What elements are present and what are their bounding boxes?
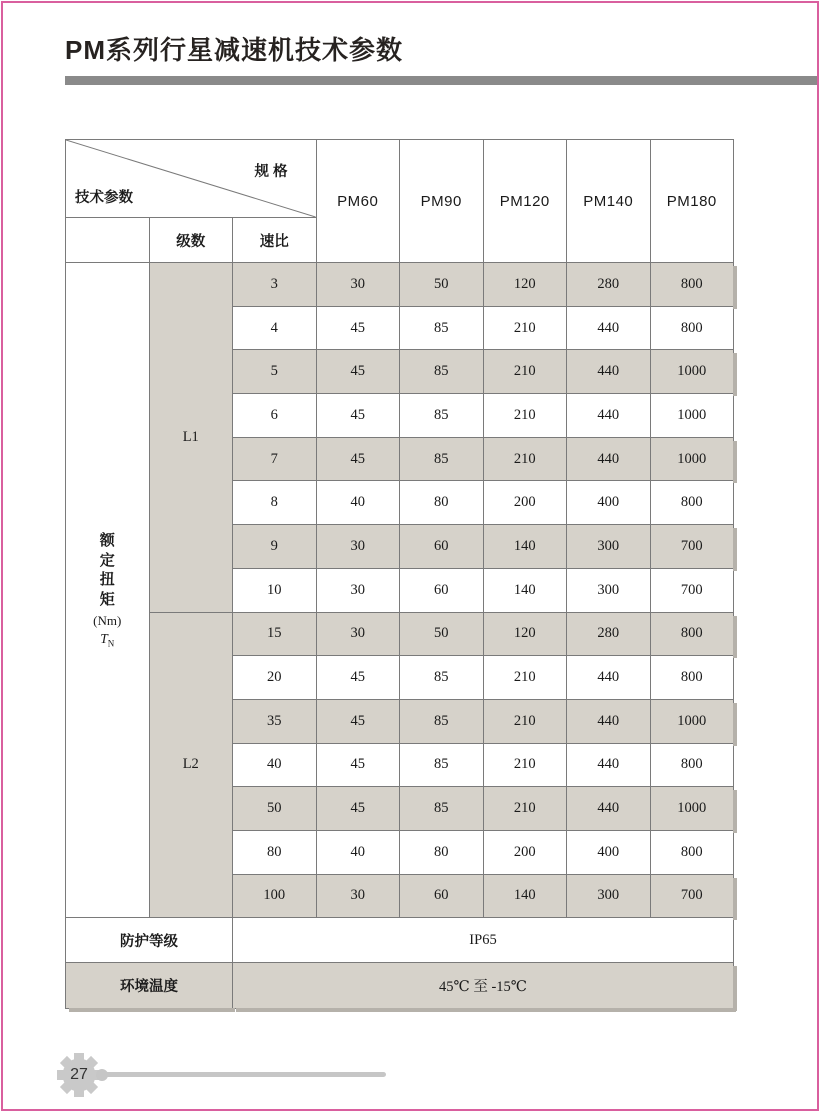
value-cell: 85: [400, 787, 484, 831]
torque-unit: (Nm): [93, 613, 122, 629]
value-cell: 210: [483, 787, 567, 831]
value-cell: 45: [316, 437, 400, 481]
value-cell: 45: [316, 394, 400, 438]
spec-table: [65, 139, 734, 1009]
column-header-pm180: PM180: [650, 140, 734, 263]
temperature-value: 45℃ 至 -15℃: [233, 963, 734, 1009]
value-cell: 300: [567, 568, 651, 612]
value-cell: 1000: [650, 350, 734, 394]
value-cell: 30: [316, 568, 400, 612]
value-cell: 440: [567, 743, 651, 787]
ratio-cell: 7: [233, 437, 317, 481]
value-cell: 60: [400, 874, 484, 918]
value-cell: 45: [316, 350, 400, 394]
torque-symbol: $T_N$: [100, 631, 115, 649]
value-cell: 800: [650, 263, 734, 307]
stage-cell-l2: L2: [149, 612, 233, 918]
table-row: [66, 263, 734, 307]
ratio-cell: 20: [233, 656, 317, 700]
value-cell: 85: [400, 699, 484, 743]
ratio-cell: 5: [233, 350, 317, 394]
value-cell: 60: [400, 568, 484, 612]
ratio-cell: 15: [233, 612, 317, 656]
value-cell: 30: [316, 612, 400, 656]
page-title: PM系列行星减速机技术参数: [65, 35, 404, 65]
value-cell: 60: [400, 525, 484, 569]
protection-row: [66, 918, 734, 963]
value-cell: 30: [316, 263, 400, 307]
value-cell: 140: [483, 568, 567, 612]
ratio-cell: 35: [233, 699, 317, 743]
value-cell: 700: [650, 525, 734, 569]
ratio-cell: 40: [233, 743, 317, 787]
value-cell: 120: [483, 612, 567, 656]
value-cell: 800: [650, 830, 734, 874]
value-cell: 80: [400, 481, 484, 525]
value-cell: 200: [483, 481, 567, 525]
torque-axis-label: [66, 263, 150, 918]
empty-cell: [66, 218, 150, 263]
value-cell: 210: [483, 306, 567, 350]
value-cell: 1000: [650, 699, 734, 743]
value-cell: 210: [483, 394, 567, 438]
temperature-row: [66, 963, 734, 1009]
value-cell: 210: [483, 699, 567, 743]
value-cell: 85: [400, 743, 484, 787]
ratio-header: 速比: [233, 218, 317, 263]
value-cell: 45: [316, 743, 400, 787]
protection-value: IP65: [233, 918, 734, 963]
table-header-row: [66, 140, 734, 218]
value-cell: 440: [567, 437, 651, 481]
ratio-cell: 4: [233, 306, 317, 350]
value-cell: 400: [567, 481, 651, 525]
value-cell: 700: [650, 568, 734, 612]
stage-cell-l1: L1: [149, 263, 233, 613]
value-cell: 700: [650, 874, 734, 918]
title-rule: [65, 76, 817, 85]
value-cell: 210: [483, 743, 567, 787]
value-cell: 210: [483, 437, 567, 481]
value-cell: 1000: [650, 787, 734, 831]
value-cell: 85: [400, 306, 484, 350]
column-header-pm120: PM120: [483, 140, 567, 263]
value-cell: 140: [483, 874, 567, 918]
value-cell: 440: [567, 656, 651, 700]
value-cell: 440: [567, 350, 651, 394]
value-cell: 120: [483, 263, 567, 307]
ratio-cell: 9: [233, 525, 317, 569]
value-cell: 1000: [650, 437, 734, 481]
value-cell: 40: [316, 481, 400, 525]
value-cell: 440: [567, 787, 651, 831]
value-cell: 30: [316, 874, 400, 918]
value-cell: 85: [400, 394, 484, 438]
value-cell: 210: [483, 656, 567, 700]
value-cell: 85: [400, 437, 484, 481]
ratio-cell: 8: [233, 481, 317, 525]
value-cell: 300: [567, 874, 651, 918]
corner-bottom-label: 技术参数: [75, 190, 133, 206]
value-cell: 400: [567, 830, 651, 874]
value-cell: 45: [316, 787, 400, 831]
column-header-pm60: PM60: [316, 140, 400, 263]
page-number: 27: [70, 1066, 88, 1083]
value-cell: 50: [400, 263, 484, 307]
column-header-pm140: PM140: [567, 140, 651, 263]
footer-line: [105, 1072, 386, 1077]
value-cell: 800: [650, 612, 734, 656]
value-cell: 45: [316, 656, 400, 700]
ratio-cell: 50: [233, 787, 317, 831]
value-cell: 45: [316, 306, 400, 350]
value-cell: 85: [400, 656, 484, 700]
value-cell: 1000: [650, 394, 734, 438]
value-cell: 800: [650, 306, 734, 350]
value-cell: 40: [316, 830, 400, 874]
ratio-cell: 80: [233, 830, 317, 874]
value-cell: 30: [316, 525, 400, 569]
ratio-cell: 3: [233, 263, 317, 307]
value-cell: 280: [567, 612, 651, 656]
value-cell: 800: [650, 481, 734, 525]
value-cell: 800: [650, 656, 734, 700]
table-row: [66, 612, 734, 656]
ratio-cell: 100: [233, 874, 317, 918]
value-cell: 200: [483, 830, 567, 874]
temperature-label: 环境温度: [66, 963, 233, 1009]
torque-label-text: 额定扭矩: [99, 532, 115, 608]
value-cell: 210: [483, 350, 567, 394]
protection-label: 防护等级: [66, 918, 233, 963]
corner-top-label: 规 格: [254, 164, 288, 180]
ratio-cell: 10: [233, 568, 317, 612]
diagonal-cell: [66, 140, 317, 218]
value-cell: 45: [316, 699, 400, 743]
value-cell: 140: [483, 525, 567, 569]
value-cell: 85: [400, 350, 484, 394]
column-header-pm90: PM90: [400, 140, 484, 263]
value-cell: 300: [567, 525, 651, 569]
stage-header: 级数: [149, 218, 233, 263]
value-cell: 50: [400, 612, 484, 656]
value-cell: 280: [567, 263, 651, 307]
value-cell: 440: [567, 394, 651, 438]
value-cell: 440: [567, 306, 651, 350]
value-cell: 80: [400, 830, 484, 874]
value-cell: 800: [650, 743, 734, 787]
page-footer: [0, 1040, 820, 1110]
value-cell: 440: [567, 699, 651, 743]
ratio-cell: 6: [233, 394, 317, 438]
